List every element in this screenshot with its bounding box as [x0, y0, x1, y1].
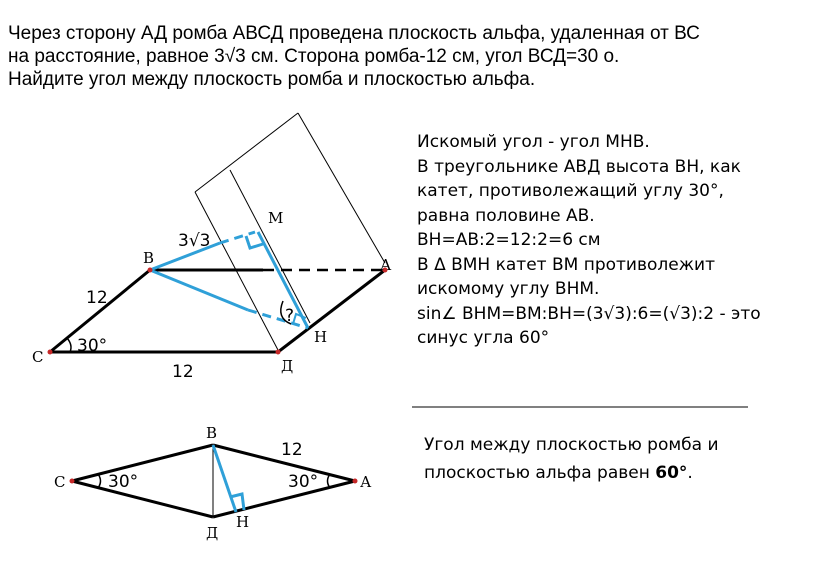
label-side2: 12 — [281, 440, 303, 460]
label-b: В — [143, 249, 155, 267]
answer-value: 60° — [655, 463, 688, 483]
segment-bh — [150, 270, 248, 310]
solution-line-5: ВН=АВ:2=12:2=6 см — [417, 230, 601, 250]
solution-line-1: Искомый угол - угол МНВ. — [417, 132, 650, 152]
segment-bm-dashed — [220, 232, 255, 243]
solution-text — [417, 130, 761, 351]
label-angle-right: 30° — [288, 472, 319, 492]
angle-arc-c — [67, 338, 71, 352]
label-d2: Д — [206, 524, 219, 542]
label-c2: С — [54, 473, 66, 491]
solution-line-2: В треугольнике АВД высота ВН, как — [417, 156, 741, 177]
answer-text — [424, 431, 719, 487]
label-angle-left: 30° — [108, 472, 139, 492]
solution-line-8: sin∠ ВНМ=ВМ:ВН=(3√3):6=(√3):2 - это — [417, 303, 761, 324]
problem-line-3: Найдите угол между плоскость ромба и плоскостью альфа. — [8, 69, 536, 90]
solution-line-6: В Δ ВМН катет ВМ противолежит — [417, 254, 715, 275]
label-c: С — [32, 348, 44, 366]
label-m: М — [268, 209, 284, 227]
answer-line-1: Угол между плоскостью ромба и — [424, 435, 719, 455]
answer-prefix: плоскостью альфа равен — [424, 463, 656, 483]
solution-line-9: синус угла 60° — [417, 328, 550, 348]
label-a: А — [380, 256, 392, 274]
answer-line-2 — [424, 459, 719, 487]
label-angle-unknown: ? — [285, 306, 295, 326]
answer-suffix: . — [687, 463, 693, 483]
label-a2: А — [360, 473, 372, 491]
label-angle-30: 30° — [77, 336, 108, 356]
segment-mh — [258, 232, 308, 328]
solution-line-4: равна половине АВ. — [417, 205, 595, 226]
label-b2: В — [206, 424, 218, 442]
solution-line-7: искомому углу ВНМ. — [417, 279, 600, 299]
height-bh — [213, 445, 244, 512]
problem-line-1: Через сторону АД ромба АВСД проведена плоскость альфа, удаленная от ВС — [8, 23, 700, 44]
label-side-bottom: 12 — [172, 362, 194, 382]
label-d: Д — [281, 357, 294, 375]
label-h: Н — [314, 328, 328, 346]
solution-line-3: катет, противолежащий углу 30°, — [417, 181, 724, 201]
problem-line-2: на расстояние, равное 3√3 см. Сторона ромба-12 см, угол ВСД=30 ο. — [8, 46, 620, 67]
angle-arc-left — [98, 474, 101, 488]
label-h2: Н — [236, 513, 250, 531]
label-distance: 3√3 — [178, 231, 211, 251]
label-side-left: 12 — [86, 288, 108, 308]
